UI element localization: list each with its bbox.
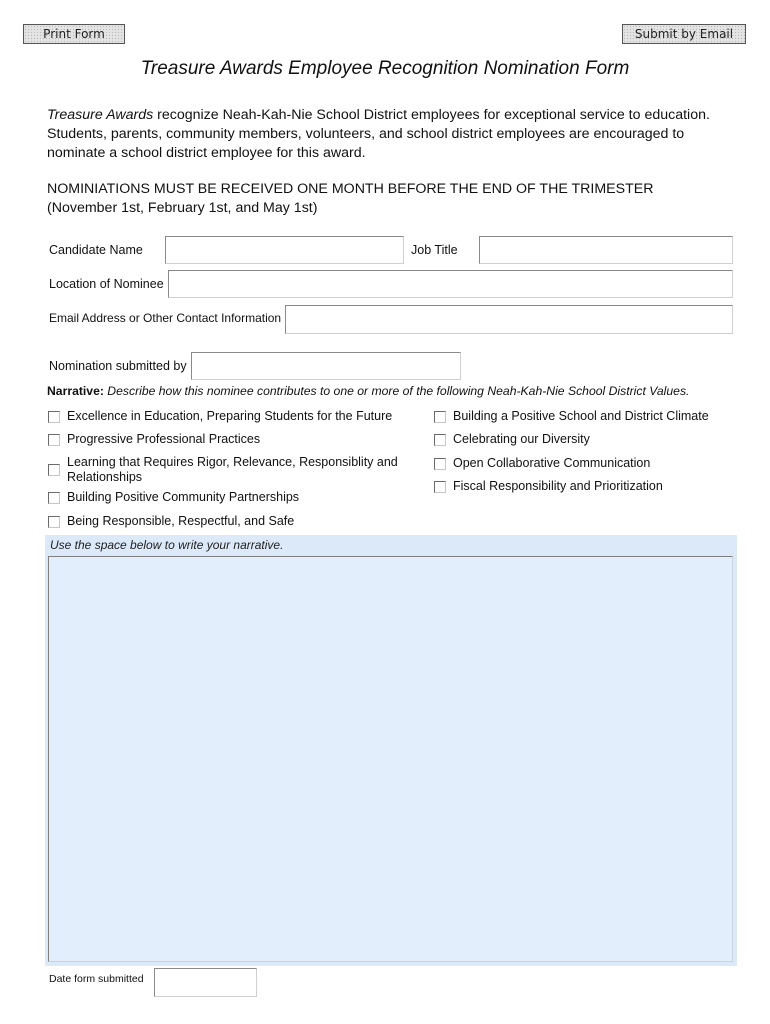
checkbox-label: Being Responsible, Respectful, and Safe (67, 514, 295, 528)
location-input[interactable] (168, 270, 733, 298)
job-title-label: Job Title (411, 243, 458, 257)
job-title-input[interactable] (479, 236, 733, 264)
email-input[interactable] (285, 305, 733, 334)
intro-text: recognize Neah-Kah-Nie School District employees for exceptional service to education. Students, parents, community members, volunteers, and school district employees are encouraged to nominate a school district employee for this award. (47, 107, 710, 161)
checkbox[interactable] (434, 481, 446, 493)
intro-emphasis: Treasure Awards (47, 107, 154, 123)
checkbox-label: Celebrating our Diversity (453, 432, 590, 446)
value-checkbox-row[interactable] (48, 455, 428, 487)
checkbox[interactable] (48, 516, 60, 528)
checkbox-label: Building Positive Community Partnerships (67, 490, 300, 504)
checkbox-label: Excellence in Education, Preparing Students for the Future (67, 409, 393, 423)
checkbox-label: Learning that Requires Rigor, Relevance, Responsiblity and Relationships (67, 455, 398, 484)
checkbox[interactable] (48, 492, 60, 504)
candidate-name-input[interactable] (165, 236, 404, 264)
checkbox[interactable] (434, 458, 446, 470)
date-submitted-input[interactable] (154, 968, 257, 997)
deadline-notice (47, 180, 737, 218)
intro-paragraph (47, 106, 737, 163)
print-form-button[interactable]: Print Form (23, 24, 125, 44)
checkbox[interactable] (434, 411, 446, 423)
deadline-line-1: NOMINIATIONS MUST BE RECEIVED ONE MONTH BEFORE THE END OF THE TRIMESTER (47, 181, 654, 197)
checkbox[interactable] (48, 411, 60, 423)
date-submitted-label: Date form submitted (49, 973, 144, 985)
checkbox-label: Open Collaborative Communication (453, 456, 651, 470)
checkbox[interactable] (434, 434, 446, 446)
narrative-hint: Use the space below to write your narrative. (50, 538, 284, 552)
candidate-name-label: Candidate Name (49, 243, 143, 257)
form-title: Treasure Awards Employee Recognition Nomination Form (140, 58, 630, 79)
submitted-by-input[interactable] (191, 352, 461, 380)
narrative-label: Narrative: (47, 384, 104, 398)
checkbox[interactable] (48, 464, 60, 476)
narrative-description: Describe how this nominee contributes to one or more of the following Neah-Kah-Nie School District Values. (107, 384, 690, 398)
location-label: Location of Nominee (49, 277, 164, 291)
narrative-textarea[interactable] (48, 556, 733, 962)
submitted-by-label: Nomination submitted by (49, 359, 187, 373)
checkbox-label: Progressive Professional Practices (67, 432, 261, 446)
submit-by-email-button[interactable]: Submit by Email (622, 24, 746, 44)
checkbox[interactable] (48, 434, 60, 446)
email-label: Email Address or Other Contact Information (49, 311, 282, 325)
checkbox-label: Fiscal Responsibility and Prioritization (453, 479, 663, 493)
narrative-header (47, 384, 689, 398)
checkbox-label: Building a Positive School and District Climate (453, 409, 709, 423)
deadline-line-2: (November 1st, February 1st, and May 1st) (47, 200, 318, 216)
